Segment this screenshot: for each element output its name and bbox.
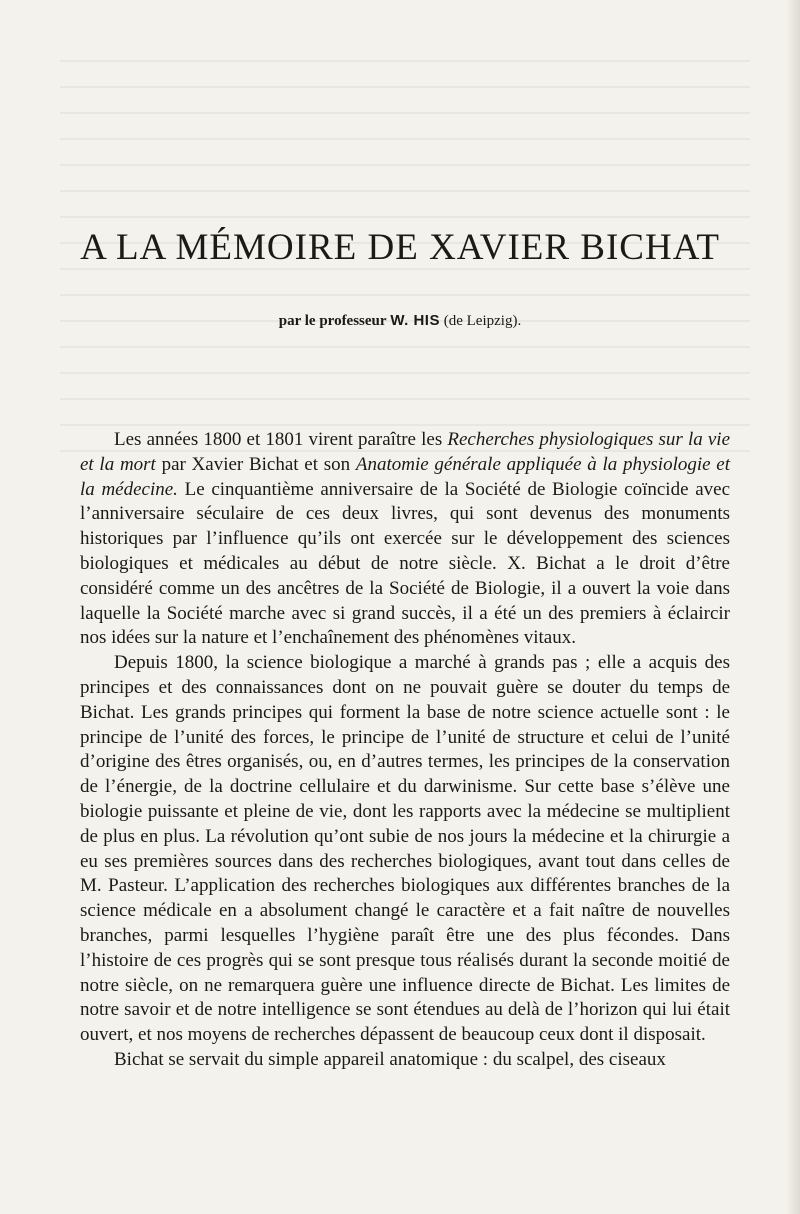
page-edge-shadow (786, 0, 800, 1214)
p1-text-e: Le cinquantième anniversaire de la Société de Biologie coïncide avec l’anniversaire séculaire de ces deux livres, qui sont devenus des monuments historiques par l’influence qu’ils ont exercée sur le développement des sciences biologiques et médicales au début de notre siècle. X. Bichat a le droit d’être considéré comme un des ancêtres de la Société de Biologie, il a ouvert la voie dans laquelle la Société marche avec si grand succès, il a été un des premiers à éclaircir nos idées sur la nature et l’enchaînement des phénomènes vitaux. (80, 478, 730, 649)
byline-author: W. HIS (390, 312, 440, 329)
p1-title-recherches: Recherches physiologiques sur la vie et la mort (80, 429, 730, 475)
p1-text-c: par Xavier Bichat et son (155, 453, 356, 475)
p1-title-anatomie: Anatomie générale appliquée à la physiologie et la médecine. (80, 453, 731, 500)
byline-affiliation: (de Leipzig). (443, 313, 522, 329)
article-body (80, 428, 730, 1073)
article-title: A LA MÉMOIRE DE XAVIER BICHAT (80, 227, 720, 268)
paragraph-2: Depuis 1800, la science biologique a marché à grands pas ; elle a acquis des principes et des connaissances dont on ne pouvait guère se douter du temps de Bichat. Les grands principes qui forment la base de notre science actuelle sont : le principe de l’unité des forces, le principe de l’unité de structure et celui de l’unité d’origine des êtres organisés, ou, en d’autres termes, les principes de la conservation de l’énergie, de la doctrine cellulaire et du darwinisme. Sur cette base s’élève une biologie puissante et pleine de vie, dont les rapports avec la médecine se multiplient de plus en plus. La révolution qu’ont subie de nos jours la médecine et la chirurgie a eu ses premières sources dans des recherches biologiques, avant tout dans celles de M. Pasteur. L’application des recherches biologiques aux différentes branches de la science médicale en a absolument changé le caractère et a fait naître de nouvelles branches, parmi lesquelles l’hygiène paraît être une des plus fécondes. Dans l’histoire de ces progrès qui se sont presque tous réalisés durant la seconde moitié de notre siècle, on ne remarquera guère une influence directe de Bichat. Les limites de notre savoir et de notre intelligence se sont étendues au delà de l’horizon qui lui était ouvert, et nos moyens de recherches dépassent de beaucoup ceux dont il disposait. (80, 652, 730, 1046)
paragraph-3: Bichat se servait du simple appareil anatomique : du scalpel, des ciseaux (114, 1048, 666, 1070)
byline-prefix: par le professeur (278, 313, 387, 329)
p1-text-a: Les années 1800 et 1801 virent paraître les (114, 429, 448, 450)
paragraph-1 (80, 428, 730, 651)
byline (0, 312, 800, 330)
